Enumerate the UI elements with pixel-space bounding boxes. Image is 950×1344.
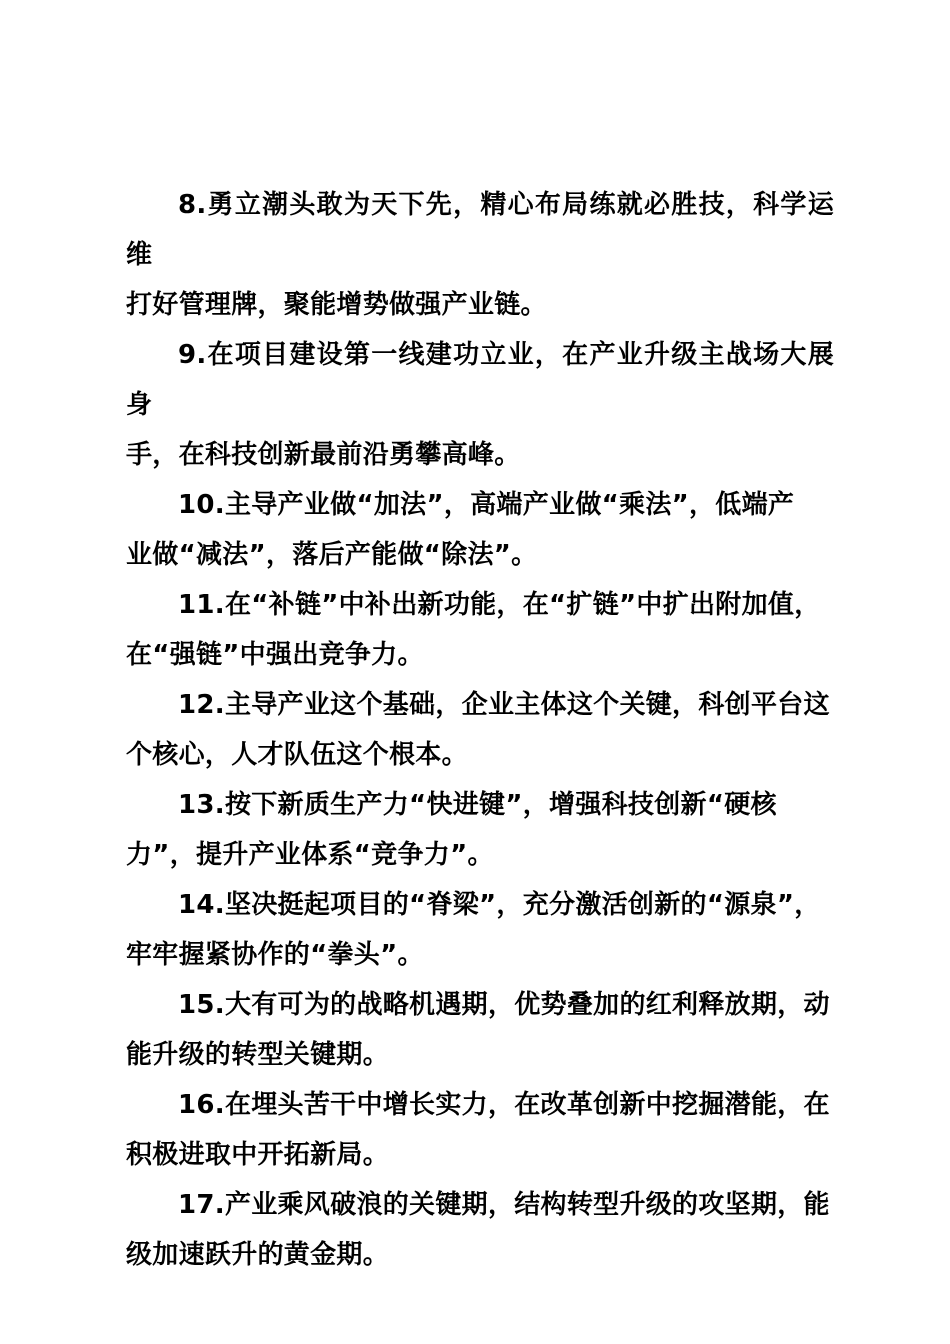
paragraph-14: 14.坚决挺起项目的“脊梁”，充分激活创新的“源泉”， 牢牢握紧协作的“拳头”。 (126, 890, 821, 970)
paragraph-13: 13.按下新质生产力“快进键”，增强科技创新“硬核 力”，提升产业体系“竞争力”。 (126, 790, 777, 870)
paragraph-15: 15.大有可为的战略机遇期，优势叠加的红利释放期，动 能升级的转型关键期。 (126, 990, 830, 1070)
paragraph-10: 10.主导产业做“加法”，高端产业做“乘法”，低端产 业做“减法”，落后产能做“除法”。 (126, 490, 795, 570)
paragraph-11: 11.在“补链”中补出新功能，在“扩链”中扩出附加值， 在“强链”中强出竞争力。 (126, 590, 821, 670)
document-body (126, 180, 834, 1280)
paragraph-16: 16.在埋头苦干中增长实力，在改革创新中挖掘潜能，在 积极进取中开拓新局。 (126, 1090, 830, 1170)
paragraph-9: 9.在项目建设第一线建功立业，在产业升级主战场大展身 手，在科技创新最前沿勇攀高峰。 (126, 340, 834, 470)
paragraph-17: 17.产业乘风破浪的关键期，结构转型升级的攻坚期，能 级加速跃升的黄金期。 (126, 1190, 830, 1270)
paragraph-12: 12.主导产业这个基础，企业主体这个关键，科创平台这 个核心，人才队伍这个根本。 (126, 690, 830, 770)
paragraph-8: 8.勇立潮头敢为天下先，精心布局练就必胜技，科学运维 打好管理牌，聚能增势做强产业链。 (126, 190, 834, 320)
